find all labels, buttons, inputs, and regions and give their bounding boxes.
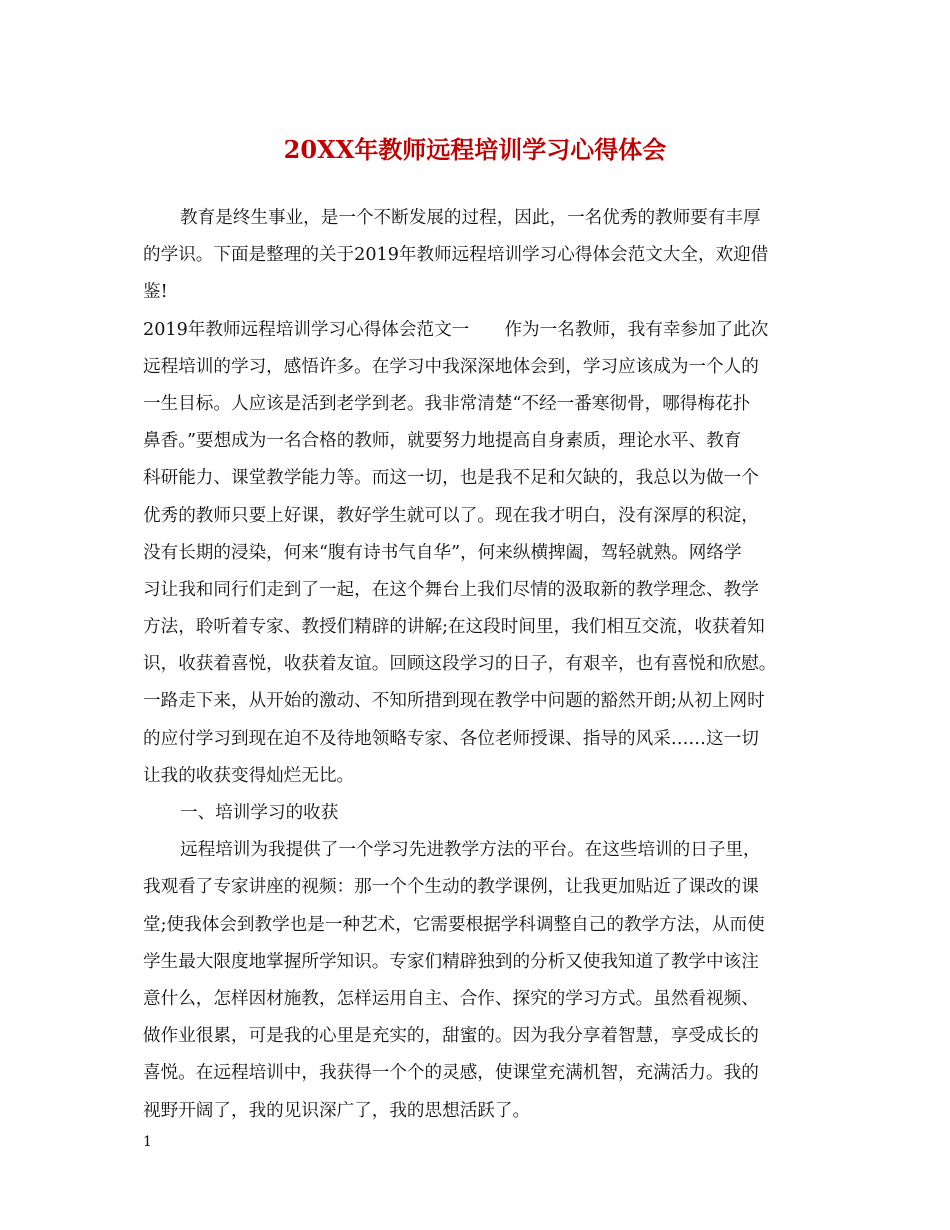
text-line: 鼻香。”要想成为一名合格的教师，就要努力地提高自身素质，理论水平、教育 xyxy=(143,431,742,452)
text-line: 鉴! xyxy=(143,282,168,303)
text-line: 视野开阔了，我的见识深广了，我的思想活跃了。 xyxy=(143,1100,531,1121)
page-number: 1 xyxy=(143,1134,152,1150)
text-line: 我观看了专家讲座的视频：那一个个生动的教学课例，让我更加贴近了课改的课 xyxy=(143,877,759,898)
text-line: 的学识。下面是整理的关于2019年教师远程培训学习心得体会范文大全，欢迎借 xyxy=(143,245,769,266)
text-line: 远程培训的学习，感悟许多。在学习中我深深地体会到，学习应该成为一个人的 xyxy=(143,356,759,377)
text-line: 学生最大限度地掌握所学知识。专家们精辟独到的分析又使我知道了教学中该注 xyxy=(143,951,759,972)
text-line: 意什么，怎样因材施教，怎样运用自主、合作、探究的学习方式。虽然看视频、 xyxy=(143,988,759,1009)
text-line: 的应付学习到现在迫不及待地领略专家、各位老师授课、指导的风采……这一切 xyxy=(143,728,759,749)
text-line: 一路走下来，从开始的激动、不知所措到现在教学中问题的豁然开朗;从初上网时 xyxy=(143,691,765,712)
text-line: 习让我和同行们走到了一起，在这个舞台上我们尽情的汲取新的教学理念、教学 xyxy=(143,579,759,600)
text-line: 喜悦。在远程培训中，我获得一个个的灵感，使课堂充满机智，充满活力。我的 xyxy=(143,1063,759,1084)
text-line: 识，收获着喜悦，收获着友谊。回顾这段学习的日子，有艰辛，也有喜悦和欣慰。 xyxy=(143,654,777,675)
text-line: 优秀的教师只要上好课，教好学生就可以了。现在我才明白，没有深厚的积淀， xyxy=(143,505,759,526)
section-heading: 一、培训学习的收获 xyxy=(180,803,339,823)
text-line: 方法，聆听着专家、教授们精辟的讲解;在这段时间里，我们相互交流，收获着知 xyxy=(143,617,765,638)
text-line: 堂;使我体会到教学也是一种艺术，它需要根据学科调整自己的教学方法，从而使 xyxy=(143,914,765,935)
text-line: 远程培训为我提供了一个学习先进教学方法的平台。在这些培训的日子里， xyxy=(180,840,761,861)
text-line: 没有长期的浸染，何来“腹有诗书气自华”，何来纵横捭阖，驾轻就熟。网络学 xyxy=(143,542,742,563)
text-line: 教育是终生事业，是一个不断发展的过程，因此，一名优秀的教师要有丰厚 xyxy=(180,208,761,228)
text-line: 做作业很累，可是我的心里是充实的，甜蜜的。因为我分享着智慧，享受成长的 xyxy=(143,1026,759,1047)
text-line: 一生目标。人应该是活到老学到老。我非常清楚“不经一番寒彻骨，哪得梅花扑 xyxy=(143,393,751,414)
text-line: 科研能力、课堂教学能力等。而这一切，也是我不足和欠缺的，我总以为做一个 xyxy=(143,468,759,489)
document-body xyxy=(143,200,823,1130)
text-line: 2019年教师远程培训学习心得体会范文一 作为一名教师，我有幸参加了此次 xyxy=(143,319,769,340)
document-title: 20XX年教师远程培训学习心得体会 xyxy=(283,135,667,164)
text-line: 让我的收获变得灿烂无比。 xyxy=(143,765,355,786)
